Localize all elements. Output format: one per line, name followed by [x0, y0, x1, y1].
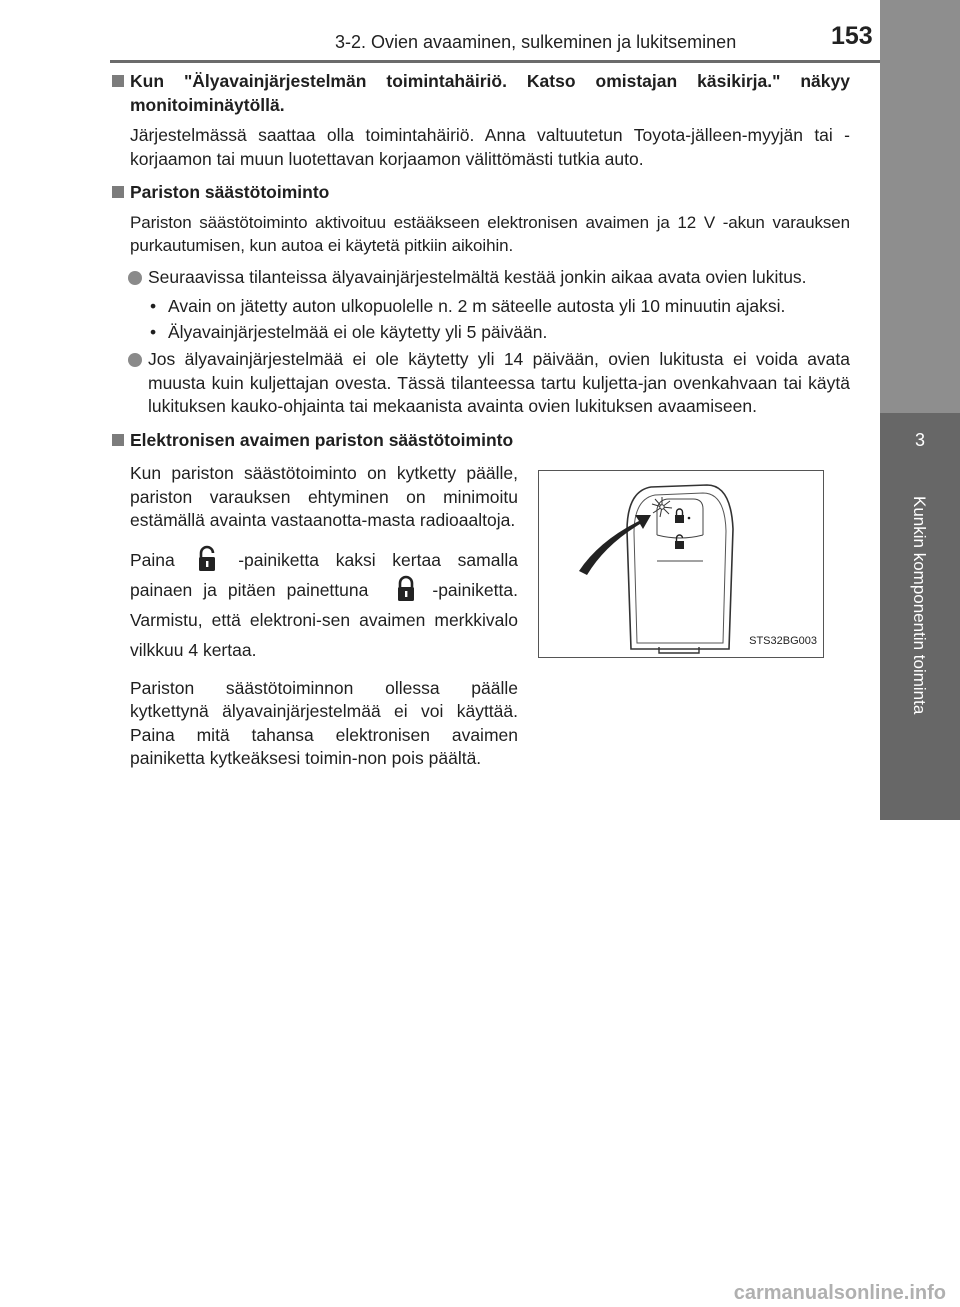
dot-bullet-icon: • — [150, 321, 157, 342]
malfunction-heading-text: Kun "Älyavainjärjestelmän toimintahäiriö. Katso omistajan käsikirja." näkyy monitoiminäytöllä. — [130, 71, 850, 115]
chapter-label: Kunkin komponentin toiminta — [910, 496, 929, 715]
key-battery-saving-body — [110, 462, 850, 842]
item-2-text: Jos älyavainjärjestelmää ei ole käytetty yli 14 päivään, ovien lukitusta ei voida avata muusta kuin kuljettajan ovesta. Tässä tilanteessa tartu kuljetta-jan ovenkahvaan tai käytä lukituksen kauko-ohjainta tai mekaanista avainta ovien lukituksen avaamiseen. — [148, 349, 850, 416]
battery-saving-heading-text: Pariston säästötoiminto — [130, 182, 330, 202]
key-battery-p3: Pariston säästötoiminnon ollessa päälle kytkettynä älyavainjärjestelmää ei voi käyttää. Paina mitä tahansa elektronisen avaimen painiketta kytkeäksesi toimin-non pois päältä. — [130, 677, 518, 768]
bullet-item-1 — [110, 295, 850, 319]
unlock-icon — [196, 545, 218, 573]
key-fob-figure — [538, 470, 824, 658]
key-battery-saving-text — [130, 462, 518, 783]
key-battery-p2 — [130, 545, 518, 665]
section-title: 3-2. Ovien avaaminen, sulkeminen ja lukitseminen — [335, 32, 737, 52]
square-bullet-icon — [112, 186, 124, 198]
bullet-item-2 — [110, 321, 850, 345]
figure-code: STS32BG003 — [749, 634, 817, 647]
watermark — [0, 1280, 960, 1307]
side-tab-bottom — [880, 820, 960, 1307]
key-battery-saving-heading-text: Elektronisen avaimen pariston säästötoiminto — [130, 429, 514, 450]
lock-icon — [395, 575, 417, 603]
header-rule — [110, 60, 880, 63]
p2-part-c: -painiketta. Varmistu, että elektroni-sen avaimen merkkivalo vilkkuu 4 kertaa. — [130, 579, 518, 660]
malfunction-body: Järjestelmässä saattaa olla toimintahäiriö. Anna valtuutetun Toyota-jälleen-myyjän tai -korjaamon tai muun luotettavan korjaamon välittömästi tutkia auto. — [130, 125, 850, 169]
battery-saving-heading — [110, 181, 850, 205]
bullet-2-text: Älyavainjärjestelmää ei ole käytetty yli 5 päivään. — [168, 321, 548, 342]
p2-part-a: Paina — [130, 549, 175, 570]
p2-part-b: -painiketta kaksi kertaa samalla painaen ja pitäen painettuna — [130, 549, 518, 600]
item-1-text: Seuraavissa tilanteissa älyavainjärjestelmältä kestää jonkin aikaa avata ovien lukitus. — [148, 266, 807, 287]
side-tab-top-band — [880, 0, 960, 413]
dot-bullet-icon: • — [150, 296, 157, 316]
circle-bullet-icon — [128, 271, 142, 285]
circle-bullet-icon — [128, 353, 142, 367]
chapter-side-tab — [880, 0, 960, 1307]
square-bullet-icon — [112, 75, 124, 87]
page-content — [110, 70, 850, 842]
battery-saving-item-1 — [110, 266, 850, 290]
page-header — [0, 0, 880, 60]
page-number: 153 — [831, 22, 873, 50]
chapter-number: 3 — [914, 430, 925, 450]
bullet-1-text: Avain on jätetty auton ulkopuolelle n. 2 m säteelle autosta yli 10 minuutin ajaksi. — [168, 296, 786, 316]
watermark-text: carmanualsonline.info — [733, 1282, 946, 1304]
key-battery-p1: Kun pariston säästötoiminto on kytketty päälle, pariston varauksen ehtyminen on minimoitu estämällä avainta vastaanotta-masta radioaaltoja. — [130, 463, 518, 530]
battery-saving-item-2 — [110, 348, 850, 419]
square-bullet-icon — [112, 434, 124, 446]
battery-saving-body: Pariston säästötoiminto aktivoituu estääkseen elektronisen avaimen ja 12 V -akun varauksen purkautumisen, kun autoa ei käytetä pitkiin aikoihin. — [130, 212, 850, 255]
key-battery-saving-heading — [110, 429, 850, 453]
malfunction-heading — [110, 70, 850, 117]
